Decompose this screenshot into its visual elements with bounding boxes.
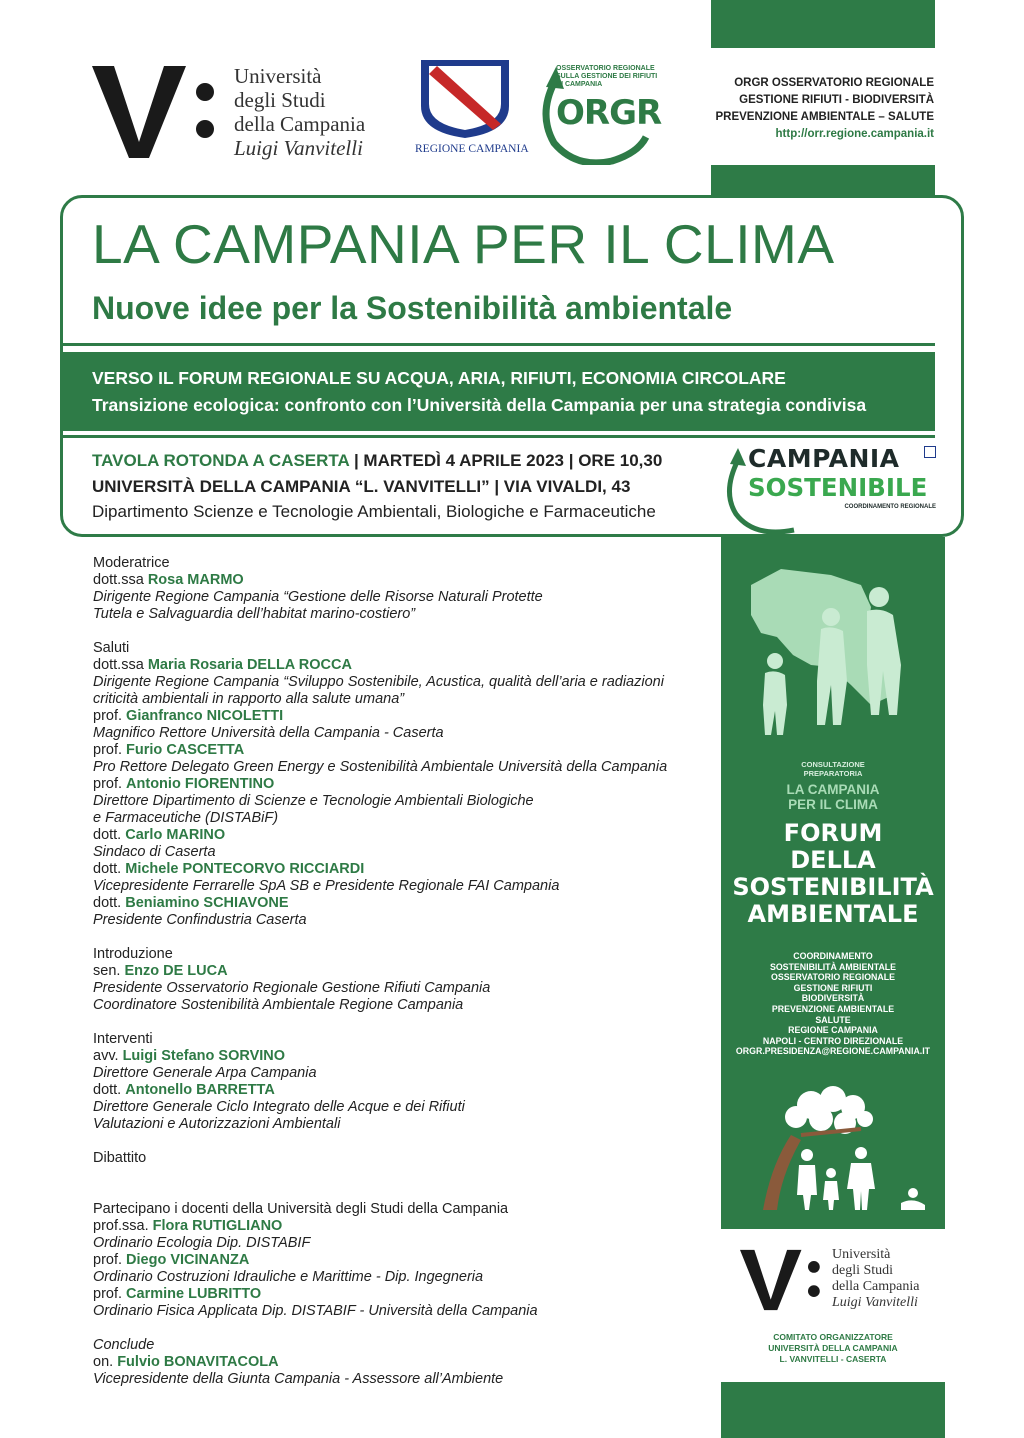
speaker-role: Coordinatore Sostenibilità Ambientale Regione Campania: [93, 997, 464, 1013]
speaker-name: Antonello BARRETTA: [125, 1082, 275, 1098]
speaker-title: prof.ssa.: [93, 1218, 149, 1234]
comitato-line: UNIVERSITÀ DELLA CAMPANIA: [768, 1343, 898, 1353]
orgr-info-line: ORGR OSSERVATORIO REGIONALE: [734, 77, 934, 89]
coord-line: REGIONE CAMPANIA: [788, 1025, 878, 1036]
speaker-line: [93, 1082, 713, 1099]
campania-per-il-clima-label: [721, 782, 945, 812]
bottom-green-bar: [721, 1382, 945, 1438]
university-line: della Campania: [234, 112, 366, 136]
speaker-role: Tutela e Salvaguardia dell’habitat marino-costiero”: [93, 606, 416, 622]
coord-line: ORGR.PRESIDENZA@REGIONE.CAMPANIA.IT: [735, 1046, 931, 1057]
speaker-role: Ordinario Costruzioni Idrauliche e Marittime - Dip. Ingegneria: [93, 1269, 484, 1285]
speaker-role: criticità ambientali in rapporto alla salute umana”: [93, 691, 405, 707]
event-dept: Dipartimento Scienze e Tecnologie Ambientali, Biologiche e Farmaceutiche: [92, 502, 656, 521]
speaker-title: dott.: [93, 827, 122, 843]
speaker-title: prof.: [93, 1252, 123, 1268]
spacer: [93, 1133, 713, 1150]
page-subtitle: Nuove idee per la Sostenibilità ambientale: [92, 290, 733, 326]
campania-sostenibile-logo: [722, 442, 944, 534]
speaker-line: [93, 1286, 713, 1303]
orgr-url-link[interactable]: http://orr.regione.campania.it: [775, 128, 934, 140]
speaker-name: Flora RUTIGLIANO: [152, 1218, 283, 1234]
program-section-label: Moderatrice: [93, 555, 170, 571]
forum-heading: [721, 820, 945, 928]
speaker-role: Dirigente Regione Campania “Sviluppo Sostenibile, Acustica, qualità dell’aria e radiazioni: [93, 674, 664, 690]
speaker-title: dott.: [93, 895, 122, 911]
speaker-line: [93, 963, 713, 980]
forum-line: FORUM: [783, 819, 883, 847]
speaker-role: Presidente Osservatorio Regionale Gestione Rifiuti Campania: [93, 980, 491, 996]
coord-line: SOSTENIBILITÀ AMBIENTALE: [769, 961, 897, 972]
speaker-role: Vicepresidente della Giunta Campania - Assessore all’Ambiente: [93, 1371, 504, 1387]
orgr-info-line: PREVENZIONE AMBIENTALE – SALUTE: [715, 111, 934, 123]
speaker-line: [93, 1252, 713, 1269]
speaker-role: Direttore Generale Arpa Campania: [93, 1065, 317, 1081]
speaker-line: [93, 776, 713, 793]
speaker-title: dott.ssa: [93, 572, 144, 588]
event-type-date: [92, 451, 662, 471]
speaker-role: Magnifico Rettore Università della Campania - Caserta: [93, 725, 444, 741]
speaker-role: Dirigente Regione Campania “Gestione delle Risorse Naturali Protette: [93, 589, 543, 605]
university-line-italic: Luigi Vanvitelli: [234, 136, 363, 160]
speaker-role: Direttore Dipartimento di Scienze e Tecnologie Ambientali Biologiche: [93, 793, 534, 809]
regione-campania-logo: [415, 58, 529, 158]
coord-line: PREVENZIONE AMBIENTALE: [771, 1003, 895, 1014]
comitato-organizzatore: [721, 1332, 945, 1365]
coord-line: COORDINAMENTO: [793, 951, 873, 961]
speaker-line: [93, 708, 713, 725]
map-and-family-icon: [721, 555, 945, 755]
event-type: TAVOLA ROTONDA A CASERTA: [92, 451, 350, 470]
speaker-name: Enzo DE LUCA: [124, 963, 228, 979]
spacer: [93, 929, 713, 946]
divider: [62, 343, 935, 346]
lcpc-line: LA CAMPANIA: [786, 782, 880, 797]
cs-line-1: CAMPANIA: [748, 444, 900, 473]
university-line: degli Studi: [832, 1263, 894, 1278]
event-place: UNIVERSITÀ DELLA CAMPANIA “L. VANVITELLI” | VIA VIVALDI, 43: [92, 477, 631, 496]
speaker-name: Luigi Stefano SORVINO: [122, 1048, 286, 1064]
v-mark-icon: [740, 1245, 825, 1315]
speaker-name: Carlo MARINO: [125, 827, 226, 843]
forum-line: SOSTENIBILITÀ: [732, 873, 934, 901]
band-line-1: VERSO IL FORUM REGIONALE SU ACQUA, ARIA, RIFIUTI, ECONOMIA CIRCOLARE: [92, 368, 786, 388]
speaker-role: Ordinario Ecologia Dip. DISTABIF: [93, 1235, 311, 1251]
speaker-line: [93, 827, 713, 844]
tree-and-family-icon: [721, 1085, 945, 1215]
coord-line: GESTIONE RIFIUTI: [793, 982, 873, 993]
speaker-name: Michele PONTECORVO RICCIARDI: [125, 861, 365, 877]
program-section-label: Dibattito: [93, 1150, 147, 1166]
university-logo-small: [740, 1245, 940, 1320]
university-logo: [92, 62, 392, 172]
spacer: [93, 1014, 713, 1031]
speaker-line: [93, 1354, 713, 1371]
speaker-name: Beniamino SCHIAVONE: [125, 895, 289, 911]
program: [93, 555, 713, 1388]
v-mark-icon: [92, 62, 222, 162]
speaker-title: avv.: [93, 1048, 119, 1064]
orgr-info-line: GESTIONE RIFIUTI - BIODIVERSITÀ: [739, 94, 934, 106]
speaker-name: Maria Rosaria DELLA ROCCA: [147, 657, 352, 673]
speaker-role: Presidente Confindustria Caserta: [93, 912, 307, 928]
university-line: Università: [234, 64, 322, 88]
program-section-label: Saluti: [93, 640, 130, 656]
speaker-line: [93, 1048, 713, 1065]
mid-green-bar: [711, 165, 935, 195]
speaker-name: Diego VICINANZA: [126, 1252, 250, 1268]
coord-line: OSSERVATORIO REGIONALE: [771, 972, 895, 983]
speaker-line: [93, 657, 713, 674]
speaker-line: [93, 861, 713, 878]
speaker-title: dott.: [93, 1082, 122, 1098]
university-line: Università: [832, 1247, 891, 1262]
speaker-name: Furio CASCETTA: [126, 742, 245, 758]
speaker-name: Fulvio BONAVITACOLA: [117, 1354, 279, 1370]
speaker-role: e Farmaceutiche (DISTABiF): [93, 810, 279, 826]
forum-line: AMBIENTALE: [747, 900, 919, 928]
program-section-label: Interventi: [93, 1031, 153, 1047]
speaker-title: sen.: [93, 963, 121, 979]
program-section-label: Introduzione: [93, 946, 173, 962]
coord-line: SALUTE: [815, 1014, 851, 1025]
program-section-label: Conclude: [93, 1337, 155, 1353]
speaker-title: dott.: [93, 861, 122, 877]
orgr-logo: [534, 65, 674, 165]
top-green-bar: [711, 0, 935, 48]
cs-caption: COORDINAMENTO REGIONALE: [844, 504, 936, 510]
speaker-role: Direttore Generale Ciclo Integrato delle Acque e dei Rifiuti: [93, 1099, 465, 1115]
page-title: LA CAMPANIA PER IL CLIMA: [92, 213, 835, 275]
speaker-role: Pro Rettore Delegato Green Energy e Sostenibilità Ambientale Università della Campania: [93, 759, 668, 775]
orgr-caption-line: IN CAMPANIA: [556, 81, 603, 88]
cs-line-2: SOSTENIBILE: [748, 473, 928, 502]
spacer: [93, 623, 713, 640]
shield-icon: [415, 58, 515, 140]
program-section-label: Partecipano i docenti della Università degli Studi della Campania: [93, 1201, 509, 1217]
lcpc-line: PER IL CLIMA: [788, 797, 878, 812]
regione-campania-label: REGIONE CAMPANIA: [415, 143, 529, 155]
university-line-italic: Luigi Vanvitelli: [832, 1295, 918, 1310]
orgr-caption-line: OSSERVATORIO REGIONALE: [556, 65, 655, 72]
speaker-title: on.: [93, 1354, 114, 1370]
event-date: | MARTEDÌ 4 APRILE 2023 | ORE 10,30: [353, 451, 663, 470]
speaker-name: Gianfranco NICOLETTI: [126, 708, 284, 724]
speaker-role: Sindaco di Caserta: [93, 844, 216, 860]
comitato-line: L. VANVITELLI - CASERTA: [779, 1354, 887, 1364]
university-line: della Campania: [832, 1279, 920, 1294]
speaker-name: Carmine LUBRITTO: [126, 1286, 262, 1302]
speaker-line: [93, 742, 713, 759]
university-line: degli Studi: [234, 88, 326, 112]
speaker-title: prof.: [93, 776, 123, 792]
spacer: [93, 1320, 713, 1337]
orgr-caption-line: SULLA GESTIONE DEI RIFIUTI: [556, 73, 658, 80]
speaker-role: Vicepresidente Ferrarelle SpA SB e Presidente Regionale FAI Campania: [93, 878, 560, 894]
speaker-role: Valutazioni e Autorizzazioni Ambientali: [93, 1116, 341, 1132]
coord-line: BIODIVERSITÀ: [801, 993, 865, 1004]
speaker-title: prof.: [93, 708, 123, 724]
divider: [62, 435, 935, 438]
speaker-line: [93, 572, 713, 589]
band-line-2: Transizione ecologica: confronto con l’Università della Campania per una strategia condivisa: [92, 395, 867, 415]
orgr-info: [715, 75, 934, 143]
speaker-role: Ordinario Fisica Applicata Dip. DISTABIF - Università della Campania: [93, 1303, 538, 1319]
comitato-line: COMITATO ORGANIZZATORE: [773, 1332, 893, 1342]
speaker-title: dott.ssa: [93, 657, 144, 673]
green-band: [62, 352, 935, 431]
speaker-line: [93, 1218, 713, 1235]
flag-icon: [924, 446, 936, 458]
speaker-title: prof.: [93, 742, 123, 758]
spacer: [93, 1167, 713, 1184]
coordinamento-block: [721, 951, 945, 1057]
speaker-line: [93, 895, 713, 912]
consult-line: PREPARATORIA: [803, 769, 863, 778]
speaker-title: prof.: [93, 1286, 123, 1302]
consultazione-label: [721, 760, 945, 778]
spacer: [93, 1184, 713, 1201]
speaker-name: Antonio FIORENTINO: [126, 776, 275, 792]
speaker-name: Rosa MARMO: [147, 572, 244, 588]
coord-line: NAPOLI - CENTRO DIREZIONALE: [762, 1035, 904, 1046]
orgr-logo-name: ORGR: [556, 93, 662, 133]
forum-line: DELLA: [790, 846, 876, 874]
consult-line: CONSULTAZIONE: [801, 760, 865, 769]
